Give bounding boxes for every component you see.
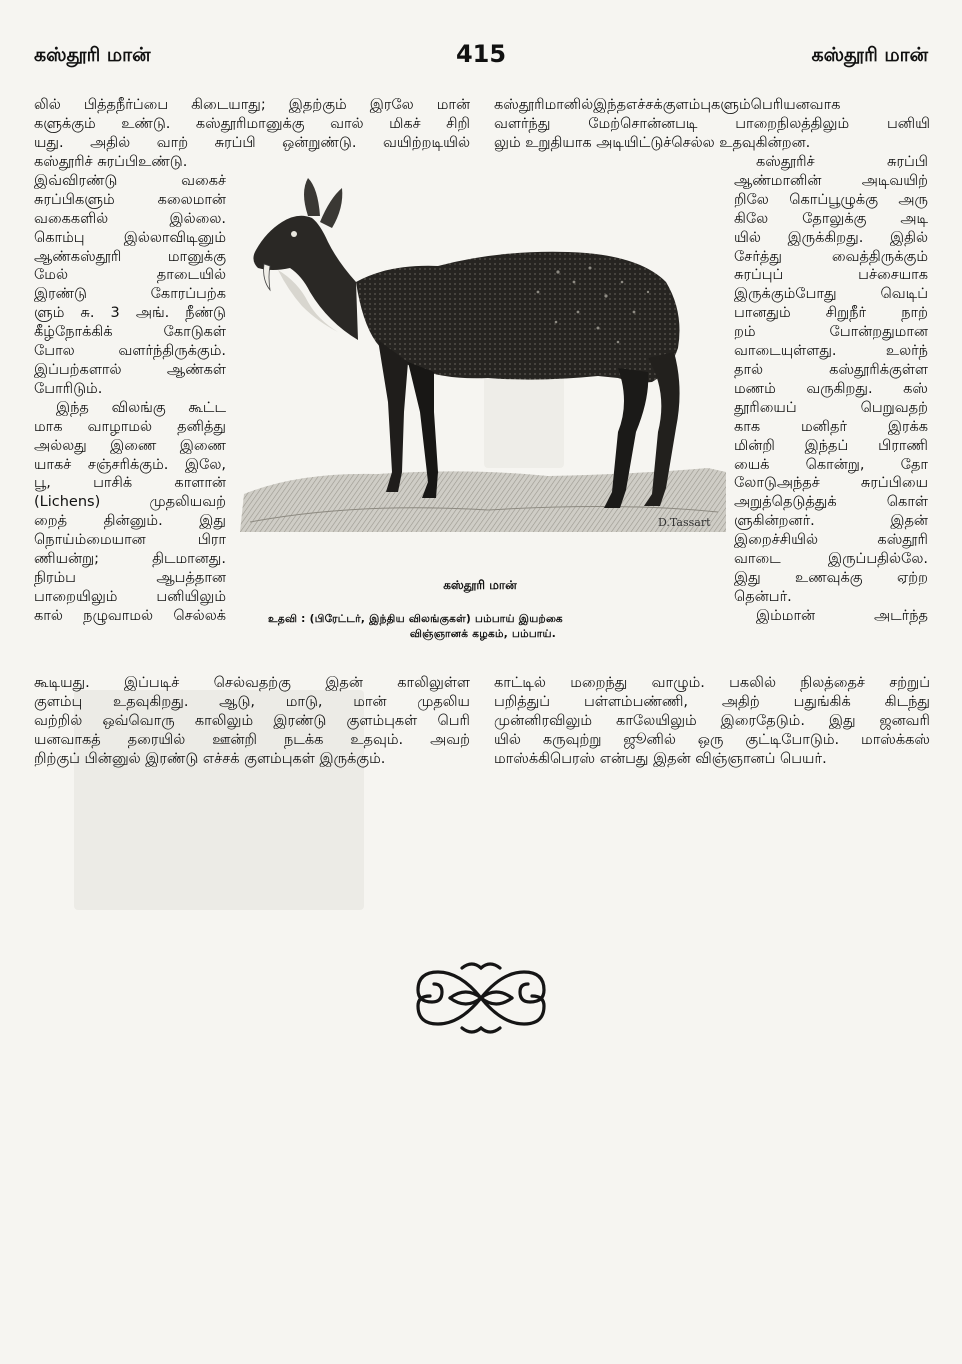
artist-signature: D.Tassart [658, 516, 711, 529]
paragraph-top-left: லில் பித்தநீர்ப்பை கிடையாது; இதற்கும் இரலே மான் களுக்கும் உண்டு. கஸ்தூரிமானுக்கு வால் மிகச் சிறி யது. அதில் வாற் சுரப்பி ஒன்றுண்டு. வயிற்றடியில் [34, 97, 470, 151]
paragraph-left-column: கஸ்தூரிச் சுரப்பிஉண்டு. இவ்விரண்டு வகைச் சுரப்பிகளும் கலைமான் வகைகளில் இல்லை. கொம்பு இல்லாவிடினும் ஆண்கஸ்தூரி மானுக்கு மேல் தாடையில் இரண்டு கோரப்பற்க ளும் சு. 3 அங். நீண்டு கீழ்நோக்கிக் கோடுகள் போல வளர்ந்திருக்கும். இப்பற்களால் ஆண்கள் போரிடும். இந்த விலங்கு கூட்ட மாக வாழாமல் தனித்து அல்லது இணை இணை யாகச் சஞ்சரிக்கும். இலே, பூ, பாசிக் காளான் (Lichens) முதலியவற் றைத் தின்னும். இது நொய்ம்மையான பிரா ணியன்று; திடமானது. நிரம்ப ஆபத்தான பாறையிலும் பனியிலும் கால் நழுவாமல் செல்லக் [34, 154, 226, 624]
deer-front-leg [378, 340, 408, 492]
deer-eye [291, 231, 297, 237]
paragraph-bottom-left: கூடியது. இப்படிச் செல்வதற்கு இதன் காலிலுள்ள குளம்பு உதவுகிறது. ஆடு, மாடு, மான் முதலிய வற்றில் ஒவ்வொரு காலிலும் இரண்டு குளம்புகள் பெரி யனவாகத் தரையில் ஊன்றி நடக்க உதவும். அவற் றிற்குப் பின்னுல் இரண்டு எச்சக் குளம்புகள் இருக்கும். [34, 675, 470, 767]
figure-caption: கஸ்தூரி மான் [443, 578, 517, 592]
musk-deer-illustration [238, 172, 726, 532]
figure-credit [268, 612, 698, 642]
musk-deer-engraving [238, 172, 726, 532]
tailpiece-ornament-icon [410, 958, 552, 1038]
figure-credit-line: உதவி : (பிரேட்டர், இந்திய விலங்குகள்) பம்பாய் இயற்கை [268, 613, 563, 625]
deer-tusk [264, 264, 270, 290]
figure-credit-line: விஞ்ஞானக் கழகம், பம்பாய். [409, 628, 557, 640]
deer-ear [320, 188, 342, 228]
running-header-left: கஸ்தூரி மான் [34, 44, 151, 66]
running-header-right: கஸ்தூரி மான் [811, 44, 928, 66]
page-number: 415 [455, 40, 507, 68]
paragraph-bottom-right: காட்டில் மறைந்து வாழும். பகலில் நிலத்தைச் சற்றுப் பறித்துப் பள்ளம்பண்ணி, அதிற் பதுங்கிக் கிடந்து முன்னிரவிலும் காலேயிலும் இரைதேடும். இது ஜனவரி யில் கருவுற்று ஜூனில் ஒரு குட்டிபோடும். மாஸ்க்கஸ் மாஸ்க்கிபெரஸ் என்பது இதன் விஞ்ஞானப் பெயர். [494, 675, 930, 767]
deer-ear [304, 178, 320, 216]
paragraph-right-column: கஸ்தூரிச் சுரப்பி ஆண்மானின் அடிவயிற் றிலே கொப்பூழுக்கு அரு கிலே தோலுக்கு அடி யில் இருக்கிறது. இதில் சேர்த்து வைத்திருக்கும் சுரப்புப் பச்சையாக இருக்கும்போது வெடிப் பானதும் சிறுநீர் நாற் றம் போன்றதுமான வாடையுள்ளது. உலர்ந் தால் கஸ்தூரிக்குள்ள மணம் வருகிறது. கஸ் தூரியைப் பெறுவதற் காக மனிதர் இரக்க மின்றி இந்தப் பிராணி யைக் கொன்று, தோ லோடுஅந்தச் சுரப்பியை அறுத்தெடுத்துக் கொள் ளுகின்றனர். இதன் இறைச்சியில் கஸ்தூரி வாடை இருப்பதில்லே. இது உணவுக்கு ஏற்ற தென்பர். இம்மான் அடர்ந்த [734, 154, 928, 624]
paragraph-top-right: கஸ்தூரிமானில்இந்தஎச்சக்குளம்புகளும்பெரியனவாக வளர்ந்து மேற்சொன்னபடி பாறைநிலத்திலும் பனியி லும் உறுதியாக அடியிட்டுச்செல்ல உதவுகின்றன. [494, 97, 930, 151]
